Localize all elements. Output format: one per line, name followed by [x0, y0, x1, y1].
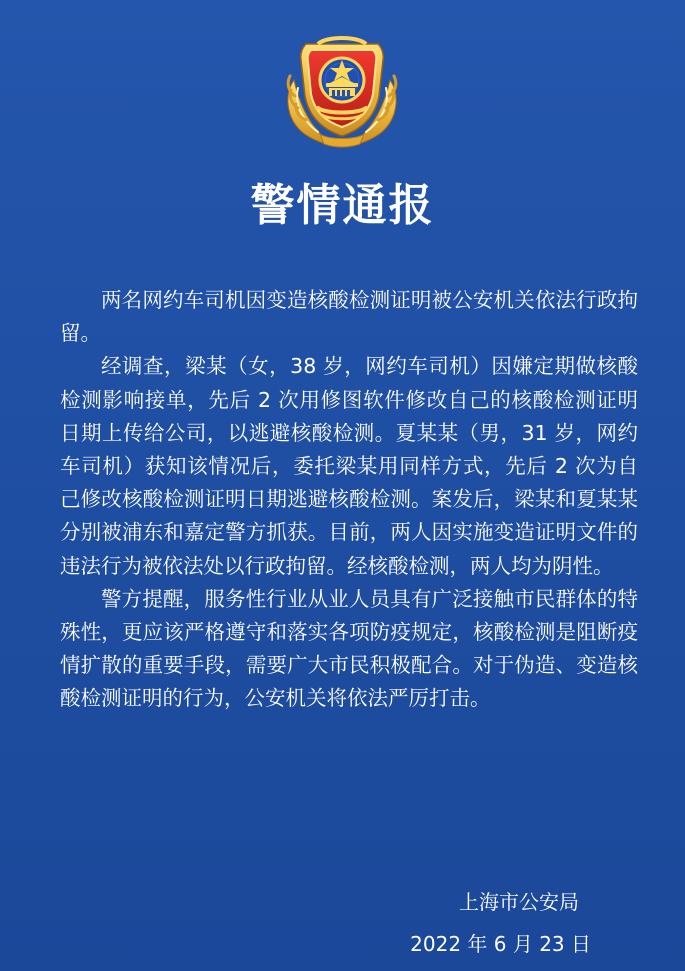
notice-title: 警情通报 [250, 180, 435, 231]
signature-block [359, 884, 591, 962]
issuing-organization: 上海市公安局 [459, 890, 579, 914]
notice-body [60, 284, 638, 716]
police-badge-icon [276, 22, 408, 154]
issue-date: 2022 年 6 月 23 日 [410, 932, 591, 956]
paragraph-summary: 两名网约车司机因变造核酸检测证明被公安机关依法行政拘留。 [60, 288, 638, 346]
paragraph-reminder: 警方提醒，服务性行业从业人员具有广泛接触市民群体的特殊性，更应该严格遵守和落实各项防疫规定，核酸检测是阻断疫情扩散的重要手段，需要广大市民积极配合。对于伪造、变造核酸检测证明的行为，公安机关将依法严厉打击。 [60, 586, 638, 711]
paragraph-investigation: 经调查，梁某（女，38 岁，网约车司机）因嫌定期做核酸检测影响接单，先后 2 次用修图软件修改自己的核酸检测证明日期上传给公司，以逃避核酸检测。夏某某（男，31 岁，网约车司机）获知该情况后，委托梁某用同样方式，先后 2 次为自己修改核酸检测证明日期逃避核酸检测。案发后，梁某和夏某某分别被浦东和嘉定警方抓获。目前，两人因实施变造证明文件的违法行为被依法处以行政拘留。经核酸检测，两人均为阴性。 [60, 354, 638, 578]
